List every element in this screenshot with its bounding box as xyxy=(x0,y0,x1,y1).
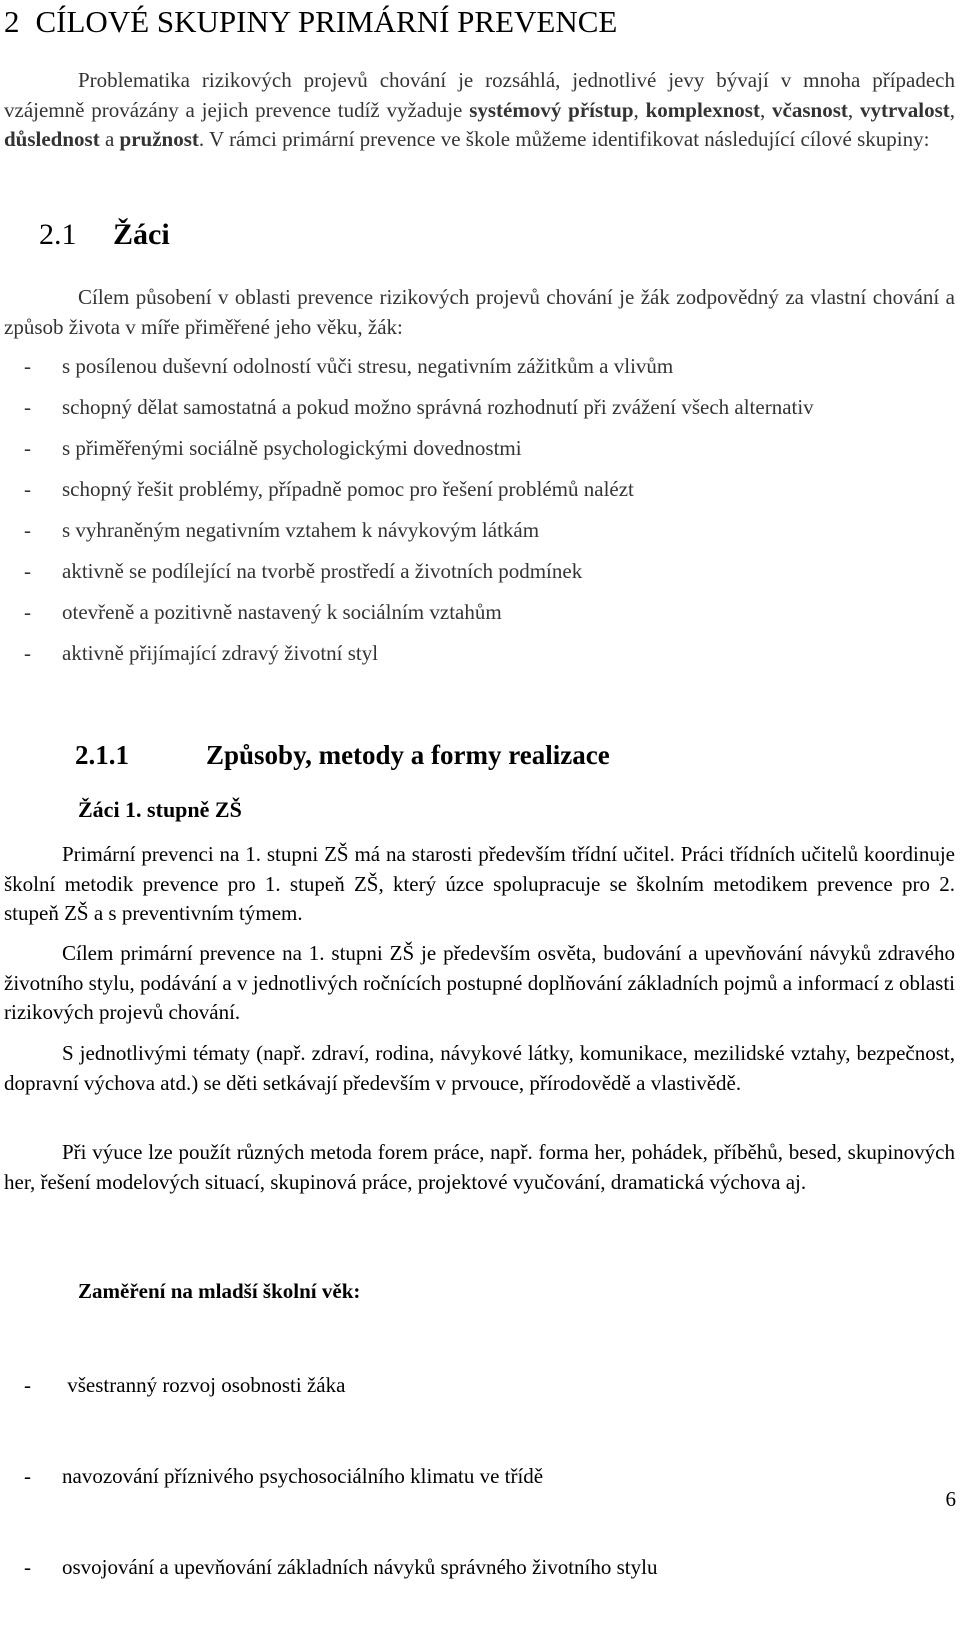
list-dash: - xyxy=(24,395,31,419)
section-paragraph: Cílem působení v oblasti prevence rizikových projevů chování je žák zodpovědný za vlastní chování a způsob života v míře přiměřené jeho věku, žák: xyxy=(4,285,955,339)
list-item xyxy=(4,1553,955,1582)
list-item-text: schopný řešit problémy, případně pomoc pro řešení problémů nalézt xyxy=(62,477,634,501)
list-dash: - xyxy=(24,600,31,624)
subsection-heading xyxy=(75,740,610,771)
section-title: Žáci xyxy=(113,218,170,251)
body-paragraph: Při výuce lze použít různých metoda forem práce, např. forma her, pohádek, příběhů, besed, skupinových her, řešení modelových situací, skupinová práce, projektové vyučování, dramatická výchova aj. xyxy=(4,1140,955,1194)
list-item-text: aktivně se podílející na tvorbě prostředí a životních podmínek xyxy=(62,559,583,583)
intro-bold: systémový přístup xyxy=(469,97,634,122)
list-dash: - xyxy=(24,641,31,665)
intro-text: a xyxy=(99,127,120,151)
list-item xyxy=(4,434,955,463)
chapter-heading xyxy=(4,4,633,40)
intro-paragraph xyxy=(4,66,955,155)
body-paragraph: S jednotlivými tématy (např. zdraví, rodina, návykové látky, komunikace, mezilidské vztahy, bezpečnost, dopravní výchova atd.) se děti setkávají především v prvouce, přírodovědě a vlastivědě. xyxy=(4,1041,955,1095)
list-item xyxy=(4,475,955,504)
list-dash: - xyxy=(24,1464,31,1488)
list-dash: - xyxy=(24,477,31,501)
list-item-text: aktivně přijímající zdravý životní styl xyxy=(62,641,379,665)
section-heading xyxy=(39,218,170,252)
group-heading: Žáci 1. stupně ZŠ xyxy=(78,797,242,822)
intro-text: , xyxy=(633,97,646,122)
intro-text: , xyxy=(759,97,773,122)
list-dash: - xyxy=(24,1555,31,1579)
list-item-text: otevřeně a pozitivně nastavený k sociálním vztahům xyxy=(62,600,502,624)
list-item xyxy=(4,393,955,422)
list-dash: - xyxy=(24,518,31,542)
body-paragraph: Primární prevenci na 1. stupni ZŠ má na starosti především třídní učitel. Práci třídních učitelů koordinuje školní metodik prevence pro 1. stupeň ZŠ, který úzce spolupracuje se školním metodikem prevence pro 2. stupeň ZŠ a s preventivním týmem. xyxy=(4,842,955,925)
list-item-text: všestranný rozvoj osobnosti žáka xyxy=(62,1373,346,1397)
chapter-number: 2 xyxy=(4,4,20,39)
page-number: 6 xyxy=(945,1487,956,1511)
subsection-number: 2.1.1 xyxy=(75,740,129,770)
list-item xyxy=(4,557,955,586)
list-item-text: schopný dělat samostatná a pokud možno správná rozhodnutí při zvážení všech alternativ xyxy=(62,395,814,419)
list-item xyxy=(4,352,955,381)
list-item-text: s posílenou duševní odolností vůči stresu, negativním zážitkům a vlivům xyxy=(62,354,674,378)
list-item-text: navozování příznivého psychosociálního klimatu ve třídě xyxy=(62,1464,544,1488)
list-item xyxy=(4,598,955,627)
student-goals-list xyxy=(4,352,955,668)
focus-heading: Zaměření na mladší školní věk: xyxy=(78,1279,361,1303)
list-item xyxy=(4,516,955,545)
list-item xyxy=(4,1371,955,1400)
list-item xyxy=(4,639,955,668)
intro-text: , xyxy=(949,97,956,122)
intro-bold: vytrvalost xyxy=(859,97,950,122)
intro-text: , xyxy=(847,97,860,122)
list-item-text: s přiměřenými sociálně psychologickými dovednostmi xyxy=(62,436,522,460)
intro-text: . V rámci primární prevence ve škole můžeme identifikovat následující cílové skupiny: xyxy=(198,127,930,151)
section-number: 2.1 xyxy=(39,218,77,251)
intro-text: Problematika rizikových projevů chování je rozsáhlá, jednotlivé jevy bývají v mnoha případech vzájemně provázány a jejich prevence tudíž vyžaduje xyxy=(4,68,955,122)
list-dash: - xyxy=(24,354,31,378)
list-item xyxy=(4,1462,955,1491)
intro-bold: komplexnost xyxy=(645,97,760,122)
focus-list xyxy=(4,1321,955,1632)
intro-bold: důslednost xyxy=(4,127,100,151)
intro-bold: pružnost xyxy=(119,127,199,151)
intro-bold: včasnost xyxy=(772,97,848,122)
list-dash: - xyxy=(24,436,31,460)
list-item-text: s vyhraněným negativním vztahem k návykovým látkám xyxy=(62,518,540,542)
list-dash: - xyxy=(24,559,31,583)
subsection-title: Způsoby, metody a formy realizace xyxy=(206,740,610,770)
chapter-title: CÍLOVÉ SKUPINY PRIMÁRNÍ PREVENCE xyxy=(35,4,618,39)
list-dash: - xyxy=(24,1373,31,1397)
list-item-text: osvojování a upevňování základních návyků správného životního stylu xyxy=(62,1555,658,1579)
body-paragraph: Cílem primární prevence na 1. stupni ZŠ je především osvěta, budování a upevňování návyků zdravého životního stylu, podávání a v jednotlivých ročnících postupné doplňování základních pojmů a informací z oblasti rizikových projevů chování. xyxy=(4,941,955,1024)
